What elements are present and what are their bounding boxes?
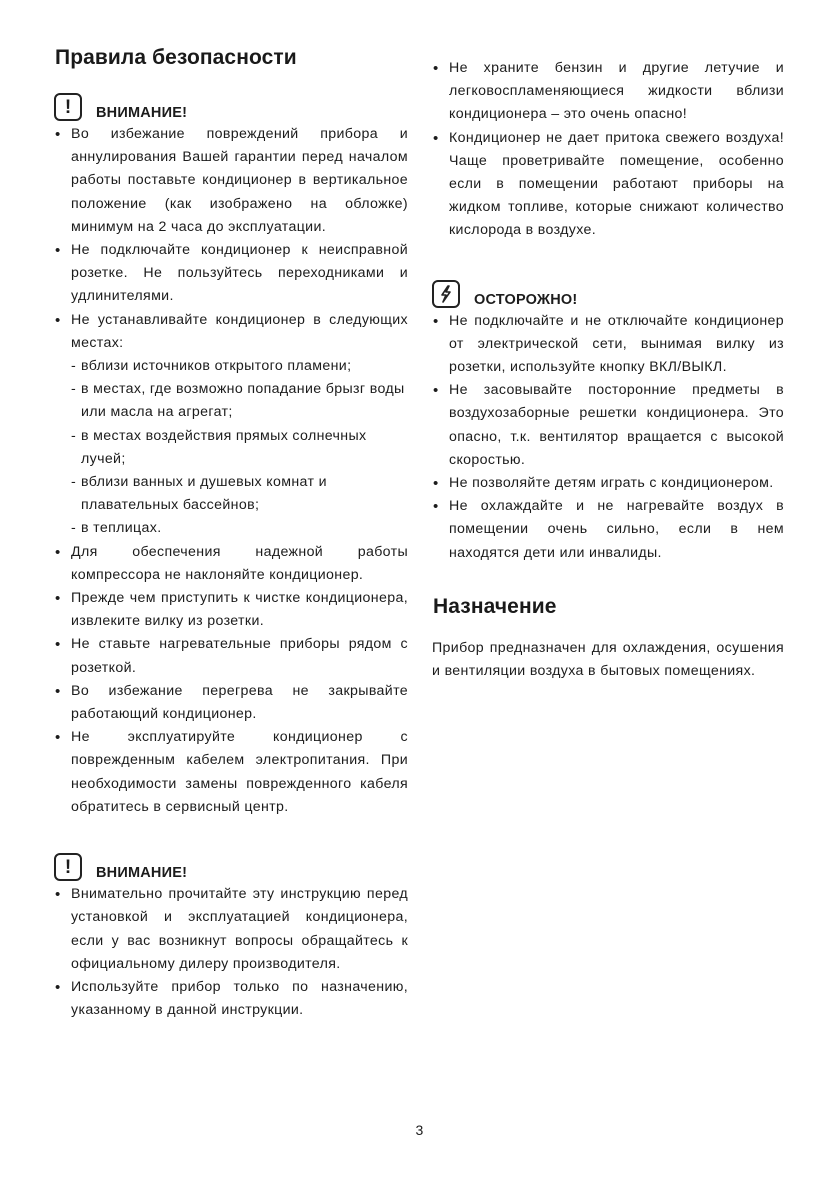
list-item — [54, 309, 408, 541]
list-item: • Используйте прибор только по назначению, указанному в данной инструкции. — [54, 976, 408, 1022]
sub-list-item: - в местах воздействия прямых солнечных лучей; — [71, 427, 367, 467]
sub-list — [71, 355, 408, 541]
list-item: • Для обеспечения надежной работы компрессора не наклоняйте кондиционер. — [54, 541, 408, 587]
list-item: • Не засовывайте посторонние предметы в воздухозаборные решетки кондиционера. Это опасно, т.к. вентилятор вращается с высокой скоростью. — [432, 379, 784, 472]
warning-list-1 — [54, 123, 408, 819]
caution-title: ОСТОРОЖНО! — [474, 291, 578, 308]
list-item: • Прежде чем приступить к чистке кондиционера, извлеките вилку из розетки. — [54, 587, 408, 633]
list-item: • Не эксплуатируйте кондиционер с поврежденным кабелем электропитания. При необходимости замены поврежденного кабеля обратитесь в сервисный центр. — [54, 726, 408, 819]
caution-list — [432, 310, 784, 565]
list-item: • Не охлаждайте и не нагревайте воздух в помещении очень сильно, если в нем находятся дети или инвалиды. — [432, 495, 784, 565]
list-item: • Не ставьте нагревательные приборы рядом с розеткой. — [54, 633, 408, 679]
list-item: • Во избежание перегрева не закрывайте работающий кондиционер. — [54, 680, 408, 726]
warning-header-1 — [54, 89, 408, 121]
list-item: • Не позволяйте детям играть с кондиционером. — [432, 472, 784, 495]
right-column — [432, 57, 784, 683]
continued-list — [432, 57, 784, 243]
sub-list-item: - вблизи источников открытого пламени; — [71, 358, 352, 375]
exclamation-icon: ! — [54, 853, 82, 881]
section-title-safety: Правила безопасности — [55, 46, 297, 69]
warning-list-2 — [54, 883, 408, 1022]
sub-list-item: - в местах, где возможно попадание брызг воды или масла на агрегат; — [71, 381, 405, 421]
list-item: • Не храните бензин и другие летучие и легковоспламеняющиеся жидкости вблизи кондиционера – это очень опасно! — [432, 57, 784, 127]
sub-list-item: - в теплицах. — [71, 520, 162, 537]
caution-header — [432, 276, 784, 308]
warning-title-1: ВНИМАНИЕ! — [96, 105, 188, 121]
warning-header-2 — [54, 849, 408, 881]
purpose-text: Прибор предназначен для охлаждения, осушения и вентиляции воздуха в бытовых помещениях. — [432, 639, 784, 680]
section-title-purpose: Назначение — [433, 594, 557, 618]
list-item: • Не подключайте кондиционер к неисправной розетке. Не пользуйтесь переходниками и удлинителями. — [54, 239, 408, 309]
lightning-icon — [432, 280, 460, 308]
list-item: • Кондиционер не дает притока свежего воздуха! Чаще проветривайте помещение, особенно если в помещении работают приборы на жидком топливе, которые снижают количество кислорода в воздухе. — [432, 127, 784, 243]
list-item: • Внимательно прочитайте эту инструкцию перед установкой и эксплуатацией кондиционера, если у вас возникнут вопросы обращайтесь к официальному дилеру производителя. — [54, 883, 408, 976]
page-number: 3 — [415, 1122, 424, 1138]
list-item: • Не подключайте и не отключайте кондиционер от электрической сети, вынимая вилку из розетки, используйте кнопку ВКЛ/ВЫКЛ. — [432, 310, 784, 380]
list-item-text: Не устанавливайте кондиционер в следующих местах: — [71, 311, 408, 351]
warning-title-2: ВНИМАНИЕ! — [96, 865, 188, 882]
sub-list-item: - вблизи ванных и душевых комнат и плавательных бассейнов; — [71, 474, 327, 514]
list-item: • Во избежание повреждений прибора и аннулирования Вашей гарантии перед началом работы поставьте кондиционер в вертикальное положение (как изображено на обложке) минимум на 2 часа до эксплуатации. — [54, 123, 408, 239]
exclamation-icon: ! — [54, 93, 82, 121]
left-column — [54, 46, 408, 1022]
